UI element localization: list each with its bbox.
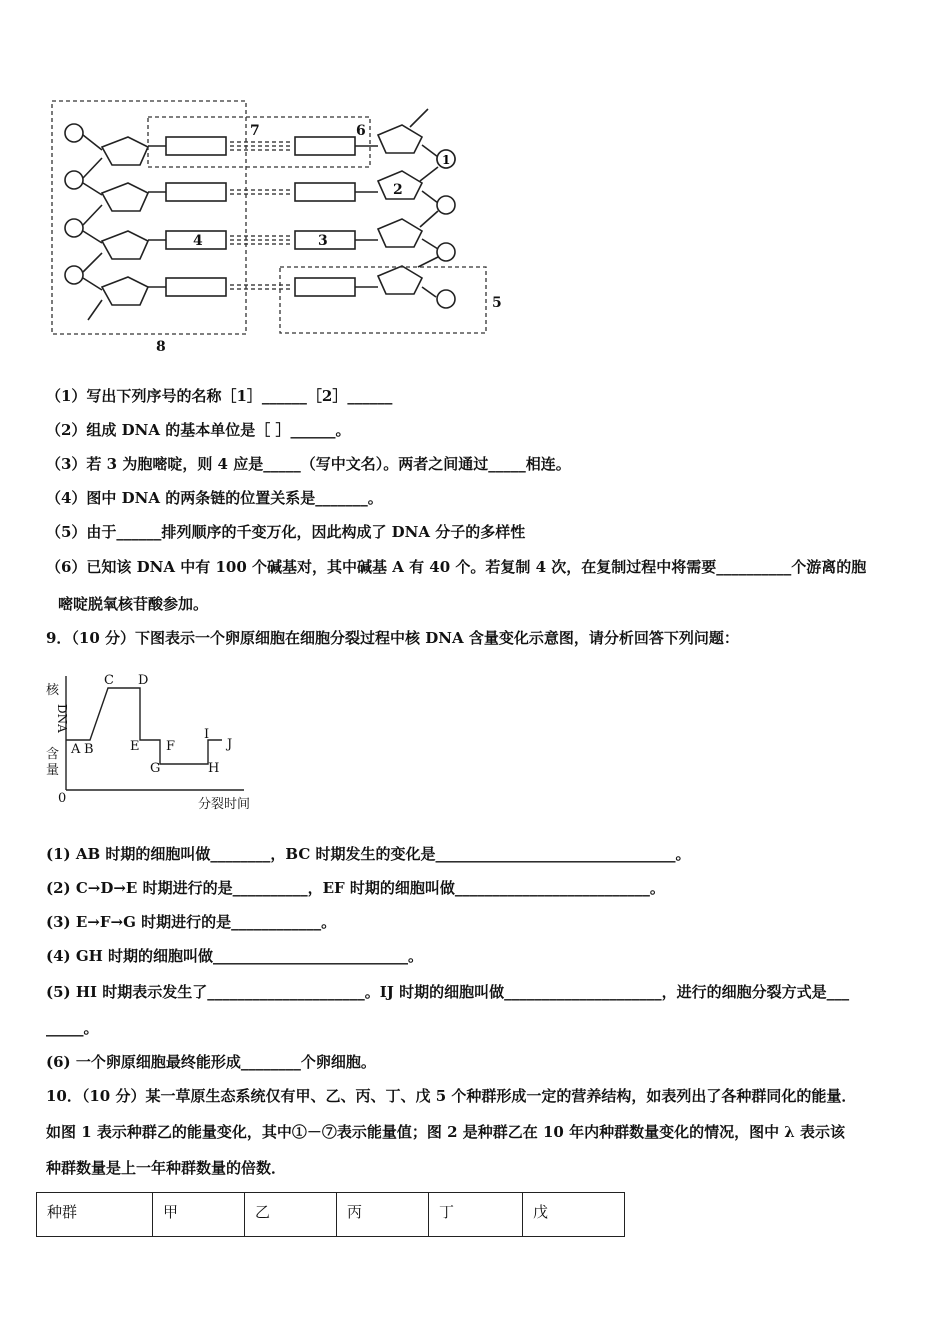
q8-line-5: （5）由于______排列顺序的千变万化，因此构成了 DNA 分子的多样性 <box>46 523 526 541</box>
point-c: C <box>104 673 114 688</box>
q9-line-1: (1) AB 时期的细胞叫做________，BC 时期发生的变化是________________________________。 <box>46 845 691 863</box>
deoxyribose-pentagon <box>378 266 422 294</box>
label-5: 5 <box>492 295 502 311</box>
q8-line-6: （6）已知该 DNA 中有 100 个碱基对，其中碱基 A 有 40 个。若复制 4 次，在复制过程中将需要__________个游离的胞 <box>46 558 867 576</box>
y-axis-label-3: 含 <box>46 747 60 762</box>
deoxyribose-pentagon <box>102 183 148 211</box>
phosphate-circle <box>65 124 83 142</box>
deoxyribose-pentagon <box>102 231 148 259</box>
y-axis-label-1: 核 <box>46 683 60 698</box>
point-j: J <box>227 737 233 752</box>
table-row <box>37 1193 625 1237</box>
deoxyribose-pentagon <box>102 137 148 165</box>
base-rect <box>295 278 355 296</box>
q10-line-2: 如图 1 表示种群乙的能量变化，其中①－⑦表示能量值；图 2 是种群乙在 10 年内种群数量变化的情况，图中 λ 表示该 <box>46 1123 846 1141</box>
q10-line-1: 10．（10 分）某一草原生态系统仅有甲、乙、丙、丁、戊 5 个种群形成一定的营养结构，如表列出了各种群同化的能量． <box>46 1087 857 1105</box>
label-7: 7 <box>250 123 260 139</box>
q10-line-3: 种群数量是上一年种群数量的倍数． <box>46 1159 287 1177</box>
point-d: D <box>138 673 149 688</box>
y-axis-label-2: DNA <box>55 704 69 733</box>
y-axis-label-4: 量 <box>46 763 60 778</box>
label-3: 3 <box>318 233 328 249</box>
deoxyribose-pentagon <box>378 219 422 247</box>
phosphate-circle <box>437 196 455 214</box>
point-h: H <box>208 761 220 776</box>
label-6: 6 <box>356 123 366 139</box>
table-cell: 乙 <box>245 1193 337 1237</box>
q8-line-4: （4）图中 DNA 的两条链的位置关系是_______。 <box>46 489 383 507</box>
phosphate-circle <box>437 243 455 261</box>
q9-line-7: (6) 一个卵原细胞最终能形成________个卵细胞。 <box>46 1053 376 1071</box>
label-1: 1 <box>442 153 451 167</box>
phosphate-circle <box>65 219 83 237</box>
dna-content-chart <box>44 668 274 816</box>
q9-line-4: (4) GH 时期的细胞叫做__________________________。 <box>46 947 424 965</box>
label-2: 2 <box>393 182 403 198</box>
q8-line-7: 嘧啶脱氧核苷酸参加。 <box>58 595 209 613</box>
point-f: F <box>166 739 176 754</box>
deoxyribose-pentagon <box>102 277 148 305</box>
point-e: E <box>130 739 140 754</box>
point-b: B <box>84 742 94 757</box>
q9-line-2: (2) C→D→E 时期进行的是__________，EF 时期的细胞叫做__________________________。 <box>46 879 665 897</box>
q9-stem: 9．（10 分）下图表示一个卵原细胞在细胞分裂过程中核 DNA 含量变化示意图，请分析回答下列问题： <box>46 629 739 647</box>
q8-line-1: （1）写出下列序号的名称［1］______［2］______ <box>46 387 393 405</box>
table-cell: 戊 <box>523 1193 625 1237</box>
q8-line-3: （3）若 3 为胞嘧啶，则 4 应是_____（写中文名）。两者之间通过_____相连。 <box>46 455 571 473</box>
x-axis-label: 分裂时间 <box>198 797 251 812</box>
label-4: 4 <box>193 233 203 249</box>
base-rect <box>166 137 226 155</box>
phosphate-circle <box>437 290 455 308</box>
phosphate-circle <box>65 171 83 189</box>
q9-line-6: _____。 <box>46 1019 99 1037</box>
q8-line-2: （2）组成 DNA 的基本单位是［ ］______。 <box>46 421 351 439</box>
point-a: A <box>71 742 81 757</box>
population-table <box>36 1192 625 1237</box>
base-rect <box>295 183 355 201</box>
q9-line-3: (3) E→F→G 时期进行的是____________。 <box>46 913 337 931</box>
label-8: 8 <box>156 339 166 355</box>
chart-origin: 0 <box>58 791 67 806</box>
table-cell: 丁 <box>429 1193 523 1237</box>
q9-line-5: (5) HI 时期表示发生了_____________________。IJ 时期的细胞叫做_____________________，进行的细胞分裂方式是___ <box>46 983 850 1001</box>
base-rect <box>295 137 355 155</box>
base-rect <box>166 278 226 296</box>
table-cell: 种群 <box>37 1193 153 1237</box>
deoxyribose-pentagon <box>378 125 422 153</box>
table-cell: 甲 <box>153 1193 245 1237</box>
point-i: I <box>204 727 210 742</box>
phosphate-circle <box>65 266 83 284</box>
base-rect <box>166 183 226 201</box>
table-cell: 丙 <box>337 1193 429 1237</box>
dna-structure-diagram <box>40 95 520 360</box>
point-g: G <box>150 761 161 776</box>
